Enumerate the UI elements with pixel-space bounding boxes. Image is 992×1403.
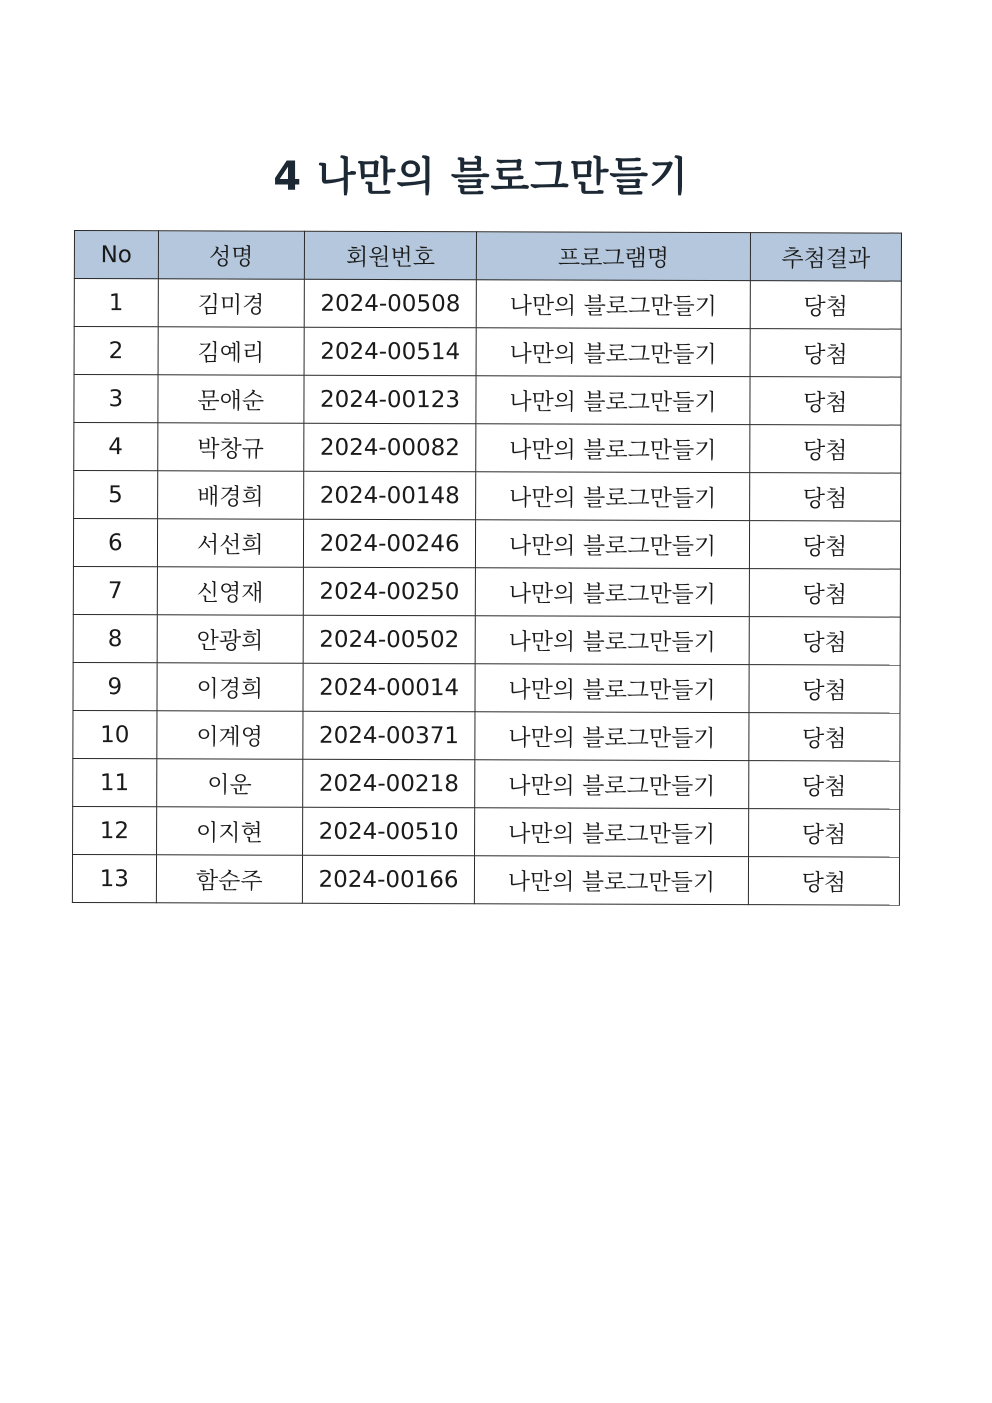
cell-result: 당첨 <box>749 425 900 473</box>
cell-result: 당첨 <box>750 329 901 377</box>
cell-member-id: 2024-00246 <box>303 519 476 568</box>
cell-member-id: 2024-00218 <box>303 759 476 808</box>
table-row <box>73 519 900 570</box>
cell-member-id: 2024-00508 <box>304 279 477 328</box>
table-row <box>73 662 900 713</box>
cell-name: 이계영 <box>157 711 303 759</box>
cell-result: 당첨 <box>750 377 901 425</box>
cell-no: 4 <box>74 423 158 471</box>
table-row <box>73 614 900 665</box>
cell-no: 1 <box>74 279 158 327</box>
cell-no: 5 <box>74 471 158 519</box>
cell-program: 나만의 블로그만들기 <box>476 280 750 329</box>
cell-member-id: 2024-00014 <box>303 663 476 712</box>
cell-name: 함순주 <box>156 855 302 903</box>
cell-no: 2 <box>74 327 158 375</box>
table-row <box>73 566 900 617</box>
cell-result: 당첨 <box>749 569 900 617</box>
table-row <box>74 279 901 330</box>
table-row <box>74 423 901 474</box>
cell-name: 신영재 <box>157 567 303 615</box>
table-row <box>73 806 900 857</box>
table-row <box>74 375 901 426</box>
cell-no: 10 <box>73 710 157 758</box>
cell-member-id: 2024-00148 <box>303 471 476 520</box>
cell-program: 나만의 블로그만들기 <box>475 856 749 905</box>
cell-program: 나만의 블로그만들기 <box>475 808 749 857</box>
cell-program: 나만의 블로그만들기 <box>476 472 750 521</box>
cell-member-id: 2024-00250 <box>303 567 476 616</box>
cell-program: 나만의 블로그만들기 <box>476 520 750 569</box>
cell-member-id: 2024-00514 <box>304 327 477 376</box>
table-row <box>73 758 900 809</box>
cell-member-id: 2024-00123 <box>304 375 477 424</box>
cell-program: 나만의 블로그만들기 <box>476 376 750 425</box>
cell-result: 당첨 <box>749 521 900 569</box>
cell-no: 13 <box>72 854 156 902</box>
cell-result: 당첨 <box>749 665 900 713</box>
cell-program: 나만의 블로그만들기 <box>475 760 749 809</box>
cell-program: 나만의 블로그만들기 <box>476 568 750 617</box>
cell-no: 11 <box>73 758 157 806</box>
cell-result: 당첨 <box>749 617 900 665</box>
cell-no: 9 <box>73 662 157 710</box>
cell-result: 당첨 <box>750 281 901 329</box>
cell-member-id: 2024-00082 <box>304 423 477 472</box>
cell-result: 당첨 <box>748 857 899 905</box>
cell-result: 당첨 <box>748 809 899 857</box>
header-result: 추첨결과 <box>750 233 901 281</box>
page-title: 4 나만의 블로그만들기 <box>273 153 689 200</box>
cell-no: 8 <box>73 614 157 662</box>
header-no: No <box>74 231 158 279</box>
cell-program: 나만의 블로그만들기 <box>475 712 749 761</box>
header-name: 성명 <box>158 231 304 279</box>
table-header-row <box>74 231 901 282</box>
cell-member-id: 2024-00502 <box>303 615 476 664</box>
header-program: 프로그램명 <box>477 232 751 281</box>
table-row <box>73 710 900 761</box>
cell-name: 박창규 <box>157 423 303 471</box>
cell-program: 나만의 블로그만들기 <box>475 616 749 665</box>
cell-result: 당첨 <box>749 473 900 521</box>
header-member-id: 회원번호 <box>304 231 477 280</box>
cell-no: 6 <box>73 519 157 567</box>
cell-member-id: 2024-00166 <box>302 855 475 904</box>
cell-program: 나만의 블로그만들기 <box>476 328 750 377</box>
cell-program: 나만의 블로그만들기 <box>476 424 750 473</box>
cell-member-id: 2024-00371 <box>303 711 476 760</box>
cell-no: 7 <box>73 566 157 614</box>
cell-name: 이지현 <box>156 807 302 855</box>
cell-no: 3 <box>74 375 158 423</box>
cell-name: 문애순 <box>158 375 304 423</box>
cell-name: 서선희 <box>157 519 303 567</box>
cell-result: 당첨 <box>749 713 900 761</box>
cell-name: 이운 <box>156 759 302 807</box>
table-row <box>72 854 899 905</box>
cell-program: 나만의 블로그만들기 <box>475 664 749 713</box>
cell-name: 배경희 <box>157 471 303 519</box>
cell-name: 안광희 <box>157 615 303 663</box>
cell-name: 김예리 <box>158 327 304 375</box>
lottery-result-table <box>72 230 902 906</box>
table-row <box>74 327 901 378</box>
cell-name: 김미경 <box>158 279 304 327</box>
cell-result: 당첨 <box>748 761 899 809</box>
cell-name: 이경희 <box>157 663 303 711</box>
cell-no: 12 <box>73 806 157 854</box>
cell-member-id: 2024-00510 <box>302 807 475 856</box>
table-row <box>74 471 901 522</box>
